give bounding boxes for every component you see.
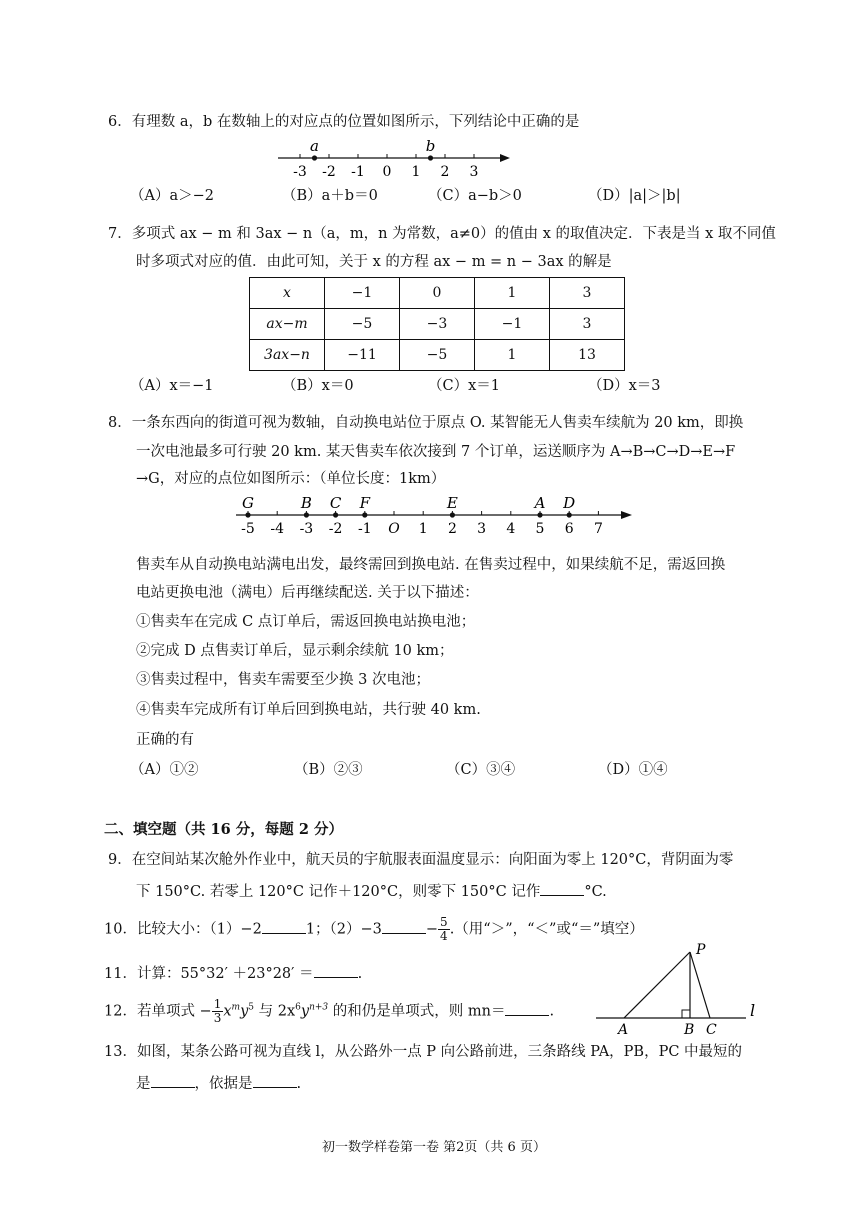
q10-line: 10．比较大小：（1）−2 1；（2）−3 − $\frac{5}{4}$ .（用“＞”，“＜”或“＝”填空） xyxy=(104,915,644,943)
table-cell: −1 xyxy=(325,278,400,309)
q8-line1: 8．一条东西向的街道可视为数轴，自动换电站位于原点 O. 某智能无人售卖车续航为 20 km，即换 xyxy=(108,415,744,431)
q9-line1: 9．在空间站某次舱外作业中，航天员的宇航服表面温度显示：向阳面为零上 120°C，背阴面为零 xyxy=(108,852,734,868)
q6-axis-point-label: b xyxy=(425,137,436,155)
table-cell: −3 xyxy=(400,309,475,340)
q8-axis-tick-label: -3 xyxy=(299,521,314,537)
q11-answer-blank[interactable] xyxy=(314,963,358,978)
q8-axis-tick-label: 7 xyxy=(593,521,603,537)
q8-axis-tick-label: 1 xyxy=(418,521,428,537)
q6-axis-point-a xyxy=(312,155,317,160)
q8-axis-tick-label: -5 xyxy=(241,521,255,537)
q13-figure xyxy=(590,938,770,1038)
q8-axis-point-label: G xyxy=(242,494,254,512)
table-cell: x xyxy=(250,278,325,309)
q7-option-a[interactable]: （A）x＝−1 xyxy=(130,378,214,394)
q8-line5: 电站更换电池（满电）后再继续配送. 关于以下描述： xyxy=(136,585,479,601)
q8-statement-4: ④售卖车完成所有订单后回到换电站，共行驶 40 km. xyxy=(136,702,481,718)
q8-number-line xyxy=(230,488,640,544)
q6-axis-tick-label: 3 xyxy=(469,164,479,180)
q8-axis-point-label: B xyxy=(300,494,312,512)
q8-axis-tick-label: 2 xyxy=(447,521,457,537)
q8-line2: 一次电池最多可行驶 20 km. 某天售卖车依次接到 7 个订单，运送顺序为 A→B→C→D→E→F xyxy=(136,444,736,460)
q8-axis-point-A xyxy=(537,512,542,517)
q6-option-d[interactable]: （D）|a|＞|b| xyxy=(588,188,681,204)
section-2-title: 二、填空题（共 16 分，每题 2 分） xyxy=(104,821,343,838)
q12-answer-blank[interactable] xyxy=(505,1001,549,1016)
q6-axis-tick-label: 2 xyxy=(440,164,450,180)
q8-statement-1: ①售卖车在完成 C 点订单后，需返回换电站换电池； xyxy=(136,614,476,630)
q6-axis-tick-label: -2 xyxy=(322,164,336,180)
q8-line4: 售卖车从自动换电站满电出发，最终需回到换电站. 在售卖过程中，如果续航不足，需返回换 xyxy=(136,557,726,573)
q8-option-a[interactable]: （A）①② xyxy=(130,762,199,778)
q8-option-b[interactable]: （B）②③ xyxy=(294,762,363,778)
table-row xyxy=(250,278,625,309)
q8-axis-tick-label: -4 xyxy=(270,521,285,537)
q6-option-c[interactable]: （C）a−b＞0 xyxy=(428,188,522,204)
table-cell: 3ax−n xyxy=(250,340,325,371)
q10-blank-2[interactable] xyxy=(382,919,426,934)
table-cell: −5 xyxy=(325,309,400,340)
table-cell: 1 xyxy=(475,340,550,371)
label-a: A xyxy=(618,1022,629,1038)
q7-option-c[interactable]: （C）x＝1 xyxy=(428,378,500,394)
table-cell: 3 xyxy=(550,278,625,309)
q10-blank-1[interactable] xyxy=(262,919,306,934)
q7-line1: 7．多项式 ax − m 和 3ax − n（a，m，n 为常数，a≠0）的值由 x 的取值决定．下表是当 x 取不同值 xyxy=(108,226,776,242)
q7-option-d[interactable]: （D）x＝3 xyxy=(588,378,661,394)
table-row xyxy=(250,340,625,371)
q13-blank-1[interactable] xyxy=(151,1073,195,1088)
q6-option-b[interactable]: （B）a＋b＝0 xyxy=(282,188,378,204)
q8-axis-point-F xyxy=(362,512,367,517)
q13-line2: 是 ，依据是 . xyxy=(136,1072,301,1093)
q6-option-a[interactable]: （A）a＞−2 xyxy=(130,188,214,204)
q10-fraction: $\frac{5}{4}$ xyxy=(440,915,448,943)
q6-stem: 6．有理数 a，b 在数轴上的对应点的位置如图所示，下列结论中正确的是 xyxy=(108,114,580,130)
q8-axis-tick-label: -2 xyxy=(328,521,343,537)
table-cell: −5 xyxy=(400,340,475,371)
table-cell: 13 xyxy=(550,340,625,371)
q8-axis-point-label: D xyxy=(563,494,576,512)
q8-option-c[interactable]: （C）③④ xyxy=(446,762,516,778)
page-footer: 初一数学样卷第一卷 第2页（共 6 页） xyxy=(322,1140,546,1155)
label-b: B xyxy=(684,1022,695,1038)
q8-axis-point-G xyxy=(245,512,250,517)
q7-option-b[interactable]: （B）x＝0 xyxy=(282,378,354,394)
q11-line: 11．计算：55°32′ ＋23°28′ ＝ . xyxy=(104,962,362,983)
q6-axis-tick-label: 0 xyxy=(382,164,392,180)
q8-axis-point-label: A xyxy=(534,494,546,512)
q8-axis-point-B xyxy=(304,512,309,517)
q8-statement-3: ③售卖过程中，售卖车需要至少换 3 次电池； xyxy=(136,672,430,688)
q7-value-table xyxy=(249,277,625,371)
q8-axis-tick-label: O xyxy=(388,521,400,537)
q8-axis-point-E xyxy=(450,512,455,517)
q8-axis-tick-label: 6 xyxy=(564,521,574,537)
q12-line: 12．若单项式 − $\frac{1}{3}$ $x^my^5$ 与 $2x^6y^{n+3}$ 的和仍是单项式，则 mn＝ . xyxy=(104,997,555,1025)
q6-axis-tick-label: 1 xyxy=(411,164,421,180)
table-cell: 0 xyxy=(400,278,475,309)
table-cell: 1 xyxy=(475,278,550,309)
label-c: C xyxy=(706,1022,717,1038)
q9-line2: 下 150°C. 若零上 120°C 记作＋120°C，则零下 150°C 记作 °C. xyxy=(136,880,607,901)
q7-line2: 时多项式对应的值．由此可知，关于 x 的方程 ax − m = n − 3ax 的解是 xyxy=(136,254,612,270)
table-cell: ax−m xyxy=(250,309,325,340)
q8-axis-tick-label: 4 xyxy=(506,521,516,537)
q8-axis-point-D xyxy=(567,512,572,517)
q8-axis-tick-label: 3 xyxy=(477,521,487,537)
q6-axis-tick-label: -1 xyxy=(351,164,365,180)
table-cell: 3 xyxy=(550,309,625,340)
q8-statement-2: ②完成 D 点售卖订单后，显示剩余续航 10 km； xyxy=(136,643,454,659)
q6-axis-point-b xyxy=(428,155,433,160)
table-cell: −11 xyxy=(325,340,400,371)
q8-axis-tick-label: 5 xyxy=(535,521,545,537)
q12-fraction: $\frac{1}{3}$ xyxy=(213,997,222,1025)
label-p: P xyxy=(696,942,706,958)
q8-axis-point-label: C xyxy=(329,494,342,512)
q9-answer-blank[interactable] xyxy=(540,881,584,896)
table-cell: −1 xyxy=(475,309,550,340)
q8-prompt: 正确的有 xyxy=(136,732,194,748)
q8-line3: →G，对应的点位如图所示：（单位长度：1km） xyxy=(136,471,446,487)
q8-axis-tick-label: -1 xyxy=(357,521,372,537)
q8-axis-point-label: E xyxy=(446,494,458,512)
q8-axis-point-C xyxy=(333,512,338,517)
q6-axis-point-label: a xyxy=(310,137,319,155)
q8-option-d[interactable]: （D）①④ xyxy=(598,762,668,778)
q6-axis-tick-label: -3 xyxy=(293,164,307,180)
q8-axis-point-label: F xyxy=(359,494,371,512)
table-row xyxy=(250,309,625,340)
q13-line1: 13．如图，某条公路可视为直线 l，从公路外一点 P 向公路前进，三条路线 PA，PB，PC 中最短的 xyxy=(104,1044,743,1060)
q13-blank-2[interactable] xyxy=(253,1073,297,1088)
q6-number-line xyxy=(270,134,520,182)
label-l: l xyxy=(750,1001,756,1020)
